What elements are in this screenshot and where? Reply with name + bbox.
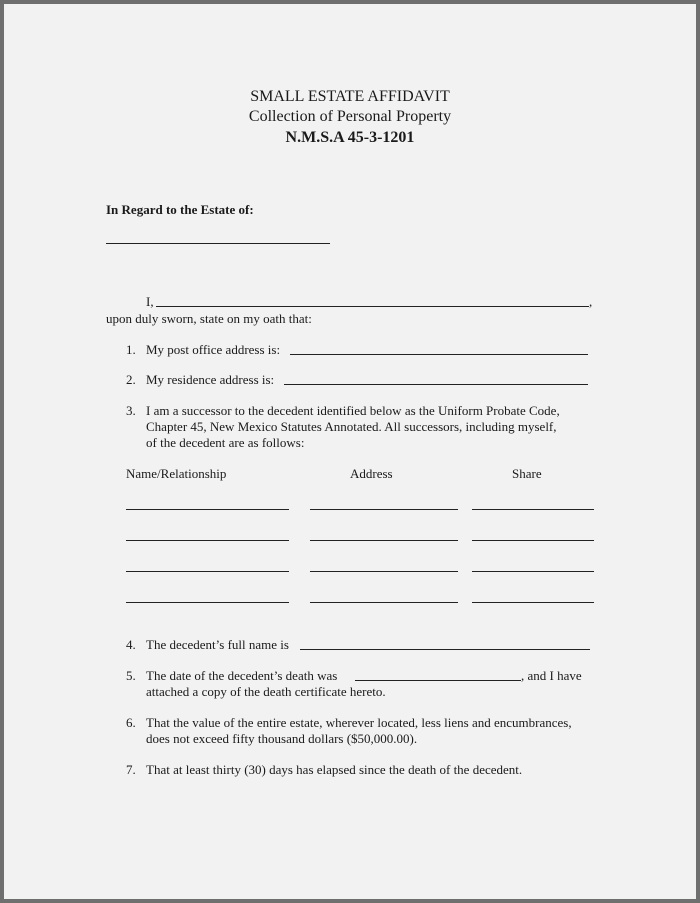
successor-share-blank[interactable] [472, 509, 594, 510]
document-title: SMALL ESTATE AFFIDAVIT [250, 88, 450, 105]
item-number: 5. [126, 668, 136, 683]
item-text: That at least thirty (30) days has elapsed since the death of the decedent. [146, 762, 523, 777]
estate-name-blank[interactable] [106, 243, 330, 244]
item-text: does not exceed fifty thousand dollars ($50,000.00). [146, 731, 418, 746]
statute-reference: N.M.S.A 45-3-1201 [285, 129, 415, 146]
successor-share-blank[interactable] [472, 571, 594, 572]
residence-address-blank[interactable] [284, 384, 588, 385]
table-header-share: Share [512, 466, 542, 481]
successor-name-blank[interactable] [126, 509, 289, 510]
successor-address-blank[interactable] [310, 602, 458, 603]
affiant-comma: , [589, 294, 593, 309]
oath-statement: upon duly sworn, state on my oath that: [106, 311, 312, 326]
item-text: , and I have [521, 668, 582, 683]
item-text: attached a copy of the death certificate hereto. [146, 684, 386, 699]
post-office-address-blank[interactable] [290, 354, 588, 355]
table-header-name: Name/Relationship [126, 466, 227, 481]
death-date-blank[interactable] [355, 680, 521, 681]
item-text: The date of the decedent’s death was [146, 668, 338, 683]
item-text: My residence address is: [146, 372, 275, 387]
successor-name-blank[interactable] [126, 571, 289, 572]
decedent-name-blank[interactable] [300, 649, 590, 650]
successor-address-blank[interactable] [310, 540, 458, 541]
item-number: 2. [126, 372, 136, 387]
affiant-name-blank[interactable] [156, 306, 589, 307]
item-number: 6. [126, 715, 136, 730]
item-number: 4. [126, 637, 136, 652]
successor-address-blank[interactable] [310, 571, 458, 572]
item-text: My post office address is: [146, 342, 281, 357]
successor-name-blank[interactable] [126, 540, 289, 541]
affiant-prefix: I, [146, 294, 154, 309]
successor-share-blank[interactable] [472, 602, 594, 603]
item-text: Chapter 45, New Mexico Statutes Annotated. All successors, including myself, [146, 419, 557, 434]
document-subtitle: Collection of Personal Property [248, 108, 452, 125]
item-number: 1. [126, 342, 136, 357]
item-text: That the value of the entire estate, wherever located, less liens and encumbrances, [146, 715, 572, 730]
successor-address-blank[interactable] [310, 509, 458, 510]
table-header-address: Address [350, 466, 393, 481]
item-number: 7. [126, 762, 136, 777]
item-text: The decedent’s full name is [146, 637, 289, 652]
item-number: 3. [126, 403, 136, 418]
item-text: I am a successor to the decedent identified below as the Uniform Probate Code, [146, 403, 560, 418]
estate-label: In Regard to the Estate of: [106, 202, 254, 217]
item-text: of the decedent are as follows: [146, 435, 305, 450]
successor-share-blank[interactable] [472, 540, 594, 541]
successor-name-blank[interactable] [126, 602, 289, 603]
